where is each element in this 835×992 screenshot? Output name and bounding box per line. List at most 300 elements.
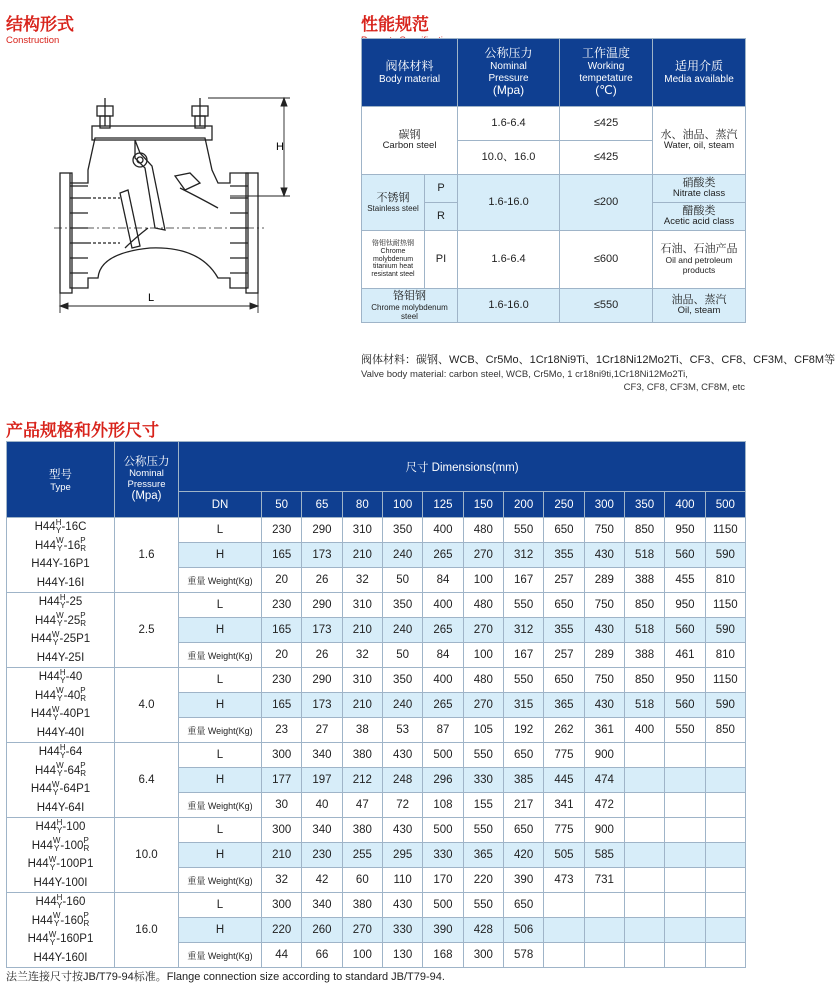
cell-l-400: 950 (665, 518, 705, 543)
header-material: 阀体材料 Body material (362, 39, 458, 107)
cell-l-150: 480 (463, 593, 503, 618)
cell-weight-250 (544, 943, 584, 968)
cell-h-65: 197 (302, 768, 342, 793)
cell-l-500: 1150 (705, 668, 745, 693)
stainless-media-r: 醋酸类 Acetic acid class (653, 203, 746, 231)
cell-h-250: 445 (544, 768, 584, 793)
dn-125: 125 (423, 492, 463, 518)
cell-l-400 (665, 743, 705, 768)
cell-l-350: 850 (624, 593, 664, 618)
cell-l-50: 230 (262, 668, 302, 693)
table-row (7, 518, 746, 543)
param-h: H (179, 843, 262, 868)
cell-l-200: 650 (503, 893, 543, 918)
cell-weight-300: 289 (584, 643, 624, 668)
cell-l-50: 300 (262, 893, 302, 918)
cell-weight-100: 50 (382, 643, 422, 668)
type-cell: H44H Y-100 H44W Y-100P R H44W Y-100P1 H44Y-100I (7, 818, 115, 893)
param-l: L (179, 668, 262, 693)
cell-weight-65: 26 (302, 643, 342, 668)
cell-l-300 (584, 893, 624, 918)
cell-l-100: 430 (382, 818, 422, 843)
cell-h-500 (705, 918, 745, 943)
cell-l-400 (665, 893, 705, 918)
param-h: H (179, 918, 262, 943)
cell-l-150: 550 (463, 893, 503, 918)
cell-l-100: 350 (382, 593, 422, 618)
cell-l-200: 550 (503, 593, 543, 618)
cell-l-300: 750 (584, 668, 624, 693)
cell-weight-150: 155 (463, 793, 503, 818)
cell-weight-200: 167 (503, 568, 543, 593)
cell-l-350: 850 (624, 668, 664, 693)
cell-weight-400 (665, 868, 705, 893)
cell-h-65: 173 (302, 693, 342, 718)
cell-h-350 (624, 843, 664, 868)
cell-h-65: 173 (302, 618, 342, 643)
cell-weight-350: 388 (624, 643, 664, 668)
cell-weight-150: 100 (463, 568, 503, 593)
cell-weight-500: 810 (705, 568, 745, 593)
cell-weight-200: 192 (503, 718, 543, 743)
cell-h-50: 165 (262, 543, 302, 568)
carbon-temp-1: ≤425 (560, 107, 653, 141)
cell-l-250: 650 (544, 668, 584, 693)
cell-h-65: 230 (302, 843, 342, 868)
cell-h-300: 474 (584, 768, 624, 793)
cell-l-250: 650 (544, 518, 584, 543)
dn-65: 65 (302, 492, 342, 518)
pressure-cell: 16.0 (115, 893, 179, 968)
param-h: H (179, 543, 262, 568)
body-material-note-en: Valve body material: carbon steel, WCB, Cr5Mo, 1 cr18ni9ti,1Cr18Ni12Mo2Ti, CF3, CF8, CF3M, CF8M, etc (361, 369, 745, 393)
cell-h-250: 365 (544, 693, 584, 718)
param-h: H (179, 618, 262, 643)
cell-weight-100: 50 (382, 568, 422, 593)
param-l: L (179, 743, 262, 768)
property-table (361, 38, 746, 323)
dim-l-label: L (148, 292, 155, 304)
cell-l-50: 230 (262, 593, 302, 618)
cell-l-250: 775 (544, 743, 584, 768)
cell-weight-350 (624, 793, 664, 818)
dn-100: 100 (382, 492, 422, 518)
footer-note: 法兰连接尺寸按JB/T79-94标准。Flange connection size according to standard JB/T79-94. (6, 971, 445, 983)
valve-construction-drawing (40, 78, 300, 318)
type-cell: H44H Y-16C H44W Y-16P R H44Y-16P1 H44Y-16I (7, 518, 115, 593)
cell-h-150: 270 (463, 693, 503, 718)
cell-weight-500 (705, 868, 745, 893)
cell-l-500: 1150 (705, 593, 745, 618)
header-type: 型号 Type (7, 442, 115, 518)
param-weight: 重量 Weight(Kg) (179, 868, 262, 893)
type-cell: H44H Y-40 H44W Y-40P R H44W Y-40P1 H44Y-40I (7, 668, 115, 743)
cell-h-50: 165 (262, 693, 302, 718)
cell-weight-100: 53 (382, 718, 422, 743)
cell-weight-400: 550 (665, 718, 705, 743)
cell-l-150: 480 (463, 668, 503, 693)
cell-weight-250: 257 (544, 643, 584, 668)
cell-l-125: 500 (423, 818, 463, 843)
cell-l-250 (544, 893, 584, 918)
cell-weight-80: 100 (342, 943, 382, 968)
stainless-media-p: 硝酸类 Nitrate class (653, 175, 746, 203)
cell-weight-250: 341 (544, 793, 584, 818)
cell-weight-350: 388 (624, 568, 664, 593)
chrome-pressure: 1.6-16.0 (458, 289, 560, 323)
cell-h-125: 330 (423, 843, 463, 868)
cell-l-125: 500 (423, 743, 463, 768)
cell-h-250: 355 (544, 543, 584, 568)
stainless-code-p: P (425, 175, 458, 203)
cell-l-350 (624, 743, 664, 768)
cell-weight-100: 72 (382, 793, 422, 818)
header-media: 适用介质 Media available (653, 39, 746, 107)
cell-h-500: 590 (705, 543, 745, 568)
cell-l-100: 350 (382, 668, 422, 693)
cell-l-150: 550 (463, 818, 503, 843)
cell-weight-300 (584, 943, 624, 968)
cell-weight-100: 130 (382, 943, 422, 968)
cell-h-350: 518 (624, 618, 664, 643)
dn-300: 300 (584, 492, 624, 518)
param-h: H (179, 768, 262, 793)
cell-h-350 (624, 768, 664, 793)
dn-500: 500 (705, 492, 745, 518)
cell-h-200: 312 (503, 543, 543, 568)
cell-h-100: 295 (382, 843, 422, 868)
cell-h-300: 430 (584, 543, 624, 568)
cell-weight-500 (705, 793, 745, 818)
cell-weight-300: 361 (584, 718, 624, 743)
cell-l-80: 310 (342, 593, 382, 618)
stainless-steel-cell: 不锈钢 Stainless steel (362, 175, 425, 231)
param-weight: 重量 Weight(Kg) (179, 793, 262, 818)
cell-l-80: 380 (342, 743, 382, 768)
carbon-media: 水、油品、蒸汽 Water, oil, steam (653, 107, 746, 175)
cell-l-200: 650 (503, 818, 543, 843)
property-title: 性能规范 (361, 15, 429, 34)
cell-h-125: 390 (423, 918, 463, 943)
param-l: L (179, 818, 262, 843)
cell-h-500: 590 (705, 618, 745, 643)
cell-l-80: 380 (342, 893, 382, 918)
cell-weight-300: 472 (584, 793, 624, 818)
pressure-cell: 1.6 (115, 518, 179, 593)
cell-h-200: 312 (503, 618, 543, 643)
cell-h-400: 560 (665, 693, 705, 718)
cell-l-500 (705, 743, 745, 768)
chrome-ti-pressure: 1.6-6.4 (458, 231, 560, 289)
cell-weight-125: 87 (423, 718, 463, 743)
cell-h-100: 240 (382, 693, 422, 718)
dn-200: 200 (503, 492, 543, 518)
param-h: H (179, 693, 262, 718)
carbon-temp-2: ≤425 (560, 141, 653, 175)
cell-l-65: 340 (302, 893, 342, 918)
cell-h-300: 430 (584, 618, 624, 643)
cell-weight-80: 60 (342, 868, 382, 893)
cell-l-150: 480 (463, 518, 503, 543)
cell-l-100: 350 (382, 518, 422, 543)
cell-weight-50: 20 (262, 643, 302, 668)
chrome-ti-cell: 铬钼钛耐热钢 Chrome molybdenum titanium heat resistant steel (362, 231, 425, 289)
cell-l-400 (665, 818, 705, 843)
cell-l-50: 230 (262, 518, 302, 543)
cell-h-500 (705, 768, 745, 793)
cell-h-125: 265 (423, 618, 463, 643)
cell-weight-125: 84 (423, 568, 463, 593)
cell-h-400: 560 (665, 543, 705, 568)
cell-weight-250: 473 (544, 868, 584, 893)
cell-h-400: 560 (665, 618, 705, 643)
chrome-ti-code: PI (425, 231, 458, 289)
cell-weight-125: 170 (423, 868, 463, 893)
cell-weight-65: 42 (302, 868, 342, 893)
cell-h-125: 265 (423, 693, 463, 718)
dn-350: 350 (624, 492, 664, 518)
cell-l-500 (705, 893, 745, 918)
cell-h-300: 430 (584, 693, 624, 718)
type-cell: H44H Y-64 H44W Y-64P R H44W Y-64P1 H44Y-64I (7, 743, 115, 818)
table-row (7, 818, 746, 843)
cell-h-80: 270 (342, 918, 382, 943)
cell-l-100: 430 (382, 743, 422, 768)
chrome-ti-media: 石油、石油产品 Oil and petroleum products (653, 231, 746, 289)
cell-l-300: 900 (584, 743, 624, 768)
cell-h-150: 428 (463, 918, 503, 943)
chrome-ti-temp: ≤600 (560, 231, 653, 289)
cell-weight-150: 105 (463, 718, 503, 743)
param-weight: 重量 Weight(Kg) (179, 643, 262, 668)
cell-l-400: 950 (665, 593, 705, 618)
cell-weight-200: 578 (503, 943, 543, 968)
cell-l-500 (705, 818, 745, 843)
cell-weight-300: 731 (584, 868, 624, 893)
cell-h-200: 385 (503, 768, 543, 793)
dn-80: 80 (342, 492, 382, 518)
cell-h-150: 270 (463, 543, 503, 568)
cell-l-50: 300 (262, 818, 302, 843)
cell-h-125: 265 (423, 543, 463, 568)
type-cell: H44H Y-160 H44W Y-160P R H44W Y-160P1 H44Y-160I (7, 893, 115, 968)
cell-l-250: 650 (544, 593, 584, 618)
cell-weight-80: 32 (342, 568, 382, 593)
cell-l-350: 850 (624, 518, 664, 543)
cell-l-200: 550 (503, 668, 543, 693)
param-weight: 重量 Weight(Kg) (179, 568, 262, 593)
cell-weight-400: 455 (665, 568, 705, 593)
cell-l-80: 310 (342, 518, 382, 543)
cell-h-50: 165 (262, 618, 302, 643)
cell-weight-50: 30 (262, 793, 302, 818)
cell-weight-100: 110 (382, 868, 422, 893)
cell-l-65: 290 (302, 593, 342, 618)
cell-weight-200: 167 (503, 643, 543, 668)
cell-h-50: 177 (262, 768, 302, 793)
param-weight: 重量 Weight(Kg) (179, 718, 262, 743)
cell-l-150: 550 (463, 743, 503, 768)
cell-h-500: 590 (705, 693, 745, 718)
cell-weight-250: 257 (544, 568, 584, 593)
cell-l-500: 1150 (705, 518, 745, 543)
cell-weight-50: 32 (262, 868, 302, 893)
carbon-pressure-1: 1.6-6.4 (458, 107, 560, 141)
cell-h-80: 210 (342, 618, 382, 643)
cell-weight-150: 220 (463, 868, 503, 893)
cell-h-200: 420 (503, 843, 543, 868)
cell-h-80: 255 (342, 843, 382, 868)
cell-weight-65: 40 (302, 793, 342, 818)
size-table (6, 441, 746, 968)
cell-l-100: 430 (382, 893, 422, 918)
cell-h-400 (665, 843, 705, 868)
table-row (7, 668, 746, 693)
cell-l-125: 400 (423, 593, 463, 618)
cell-l-250: 775 (544, 818, 584, 843)
cell-h-80: 210 (342, 543, 382, 568)
chrome-steel-cell: 铬钼钢 Chrome molybdenum steel (362, 289, 458, 323)
cell-h-400 (665, 768, 705, 793)
dn-label: DN (179, 492, 262, 518)
carbon-steel-cell: 碳钢 Carbon steel (362, 107, 458, 175)
cell-h-100: 240 (382, 618, 422, 643)
cell-h-100: 248 (382, 768, 422, 793)
cell-l-80: 380 (342, 818, 382, 843)
stainless-temp: ≤200 (560, 175, 653, 231)
param-l: L (179, 593, 262, 618)
cell-l-350 (624, 893, 664, 918)
cell-h-65: 173 (302, 543, 342, 568)
cell-h-350: 518 (624, 693, 664, 718)
cell-l-125: 400 (423, 518, 463, 543)
cell-h-300: 585 (584, 843, 624, 868)
dim-h-label: H (276, 141, 284, 153)
table-row (7, 893, 746, 918)
cell-h-80: 212 (342, 768, 382, 793)
cell-weight-250: 262 (544, 718, 584, 743)
dn-50: 50 (262, 492, 302, 518)
cell-weight-125: 84 (423, 643, 463, 668)
cell-h-150: 365 (463, 843, 503, 868)
cell-h-200: 506 (503, 918, 543, 943)
cell-l-300: 900 (584, 818, 624, 843)
cell-weight-350: 400 (624, 718, 664, 743)
cell-weight-80: 38 (342, 718, 382, 743)
carbon-pressure-2: 10.0、16.0 (458, 141, 560, 175)
cell-weight-500 (705, 943, 745, 968)
table-row (7, 743, 746, 768)
cell-weight-400 (665, 943, 705, 968)
table-row (7, 593, 746, 618)
cell-weight-65: 27 (302, 718, 342, 743)
stainless-pressure: 1.6-16.0 (458, 175, 560, 231)
construction-title: 结构形式 Construction (6, 15, 74, 46)
cell-h-100: 240 (382, 543, 422, 568)
cell-h-500 (705, 843, 745, 868)
cell-weight-80: 32 (342, 643, 382, 668)
cell-l-350 (624, 818, 664, 843)
cell-weight-350 (624, 868, 664, 893)
param-weight: 重量 Weight(Kg) (179, 943, 262, 968)
cell-weight-200: 390 (503, 868, 543, 893)
chrome-media: 油品、蒸汽 Oil, steam (653, 289, 746, 323)
cell-h-400 (665, 918, 705, 943)
body-material-note-zh: 阀体材料：碳钢、WCB、Cr5Mo、1Cr18Ni9Ti、1Cr18Ni12Mo2Ti、CF3、CF8、CF3M、CF8M等 (361, 354, 835, 366)
cell-l-65: 290 (302, 518, 342, 543)
cell-l-65: 340 (302, 743, 342, 768)
cell-l-80: 310 (342, 668, 382, 693)
dn-250: 250 (544, 492, 584, 518)
header-nominal-pressure: 公称压力 Nominal Pressure (Mpa) (115, 442, 179, 518)
pressure-cell: 10.0 (115, 818, 179, 893)
cell-h-350: 518 (624, 543, 664, 568)
size-title: 产品规格和外形尺寸 (6, 421, 159, 440)
dn-150: 150 (463, 492, 503, 518)
cell-l-400: 950 (665, 668, 705, 693)
cell-weight-400 (665, 793, 705, 818)
cell-l-300: 750 (584, 593, 624, 618)
cell-h-50: 210 (262, 843, 302, 868)
header-dimensions: 尺寸 Dimensions(mm) (179, 442, 746, 492)
param-l: L (179, 518, 262, 543)
cell-weight-500: 850 (705, 718, 745, 743)
cell-h-150: 330 (463, 768, 503, 793)
cell-weight-65: 66 (302, 943, 342, 968)
cell-l-200: 650 (503, 743, 543, 768)
cell-l-50: 300 (262, 743, 302, 768)
cell-weight-50: 20 (262, 568, 302, 593)
pressure-cell: 2.5 (115, 593, 179, 668)
pressure-cell: 6.4 (115, 743, 179, 818)
header-temperature: 工作温度 Working tempetature (℃) (560, 39, 653, 107)
cell-weight-50: 23 (262, 718, 302, 743)
cell-h-200: 315 (503, 693, 543, 718)
cell-weight-400: 461 (665, 643, 705, 668)
cell-weight-500: 810 (705, 643, 745, 668)
cell-weight-150: 300 (463, 943, 503, 968)
cell-h-250: 505 (544, 843, 584, 868)
cell-h-250 (544, 918, 584, 943)
cell-h-65: 260 (302, 918, 342, 943)
cell-weight-300: 289 (584, 568, 624, 593)
stainless-code-r: R (425, 203, 458, 231)
cell-h-100: 330 (382, 918, 422, 943)
cell-weight-125: 108 (423, 793, 463, 818)
cell-h-125: 296 (423, 768, 463, 793)
pressure-cell: 4.0 (115, 668, 179, 743)
cell-h-350 (624, 918, 664, 943)
cell-l-200: 550 (503, 518, 543, 543)
cell-l-125: 500 (423, 893, 463, 918)
cell-h-80: 210 (342, 693, 382, 718)
cell-weight-65: 26 (302, 568, 342, 593)
dn-400: 400 (665, 492, 705, 518)
cell-h-300 (584, 918, 624, 943)
header-pressure: 公称压力 Nominal Pressure (Mpa) (458, 39, 560, 107)
cell-weight-350 (624, 943, 664, 968)
cell-weight-125: 168 (423, 943, 463, 968)
cell-l-65: 340 (302, 818, 342, 843)
chrome-temp: ≤550 (560, 289, 653, 323)
cell-h-150: 270 (463, 618, 503, 643)
param-l: L (179, 893, 262, 918)
cell-l-65: 290 (302, 668, 342, 693)
cell-h-50: 220 (262, 918, 302, 943)
cell-weight-80: 47 (342, 793, 382, 818)
cell-l-125: 400 (423, 668, 463, 693)
cell-weight-150: 100 (463, 643, 503, 668)
